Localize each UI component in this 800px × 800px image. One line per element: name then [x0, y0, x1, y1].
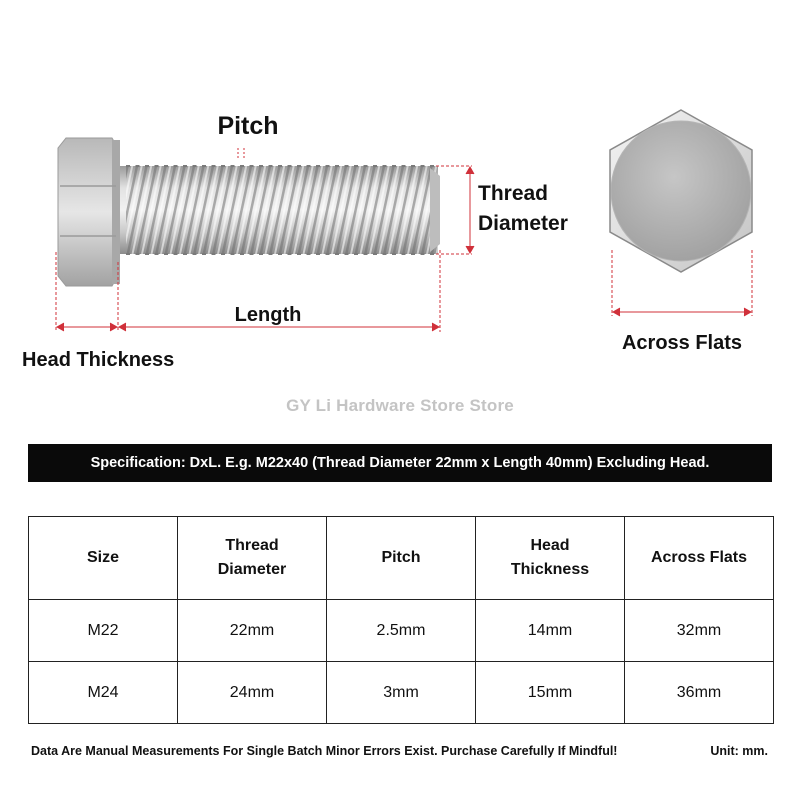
specification-text: Specification: DxL. E.g. M22x40 (Thread Diameter 22mm x Length 40mm) Excluding Head. [90, 455, 710, 471]
bolt-side-view [58, 138, 440, 286]
unit-text: Unit: mm. [710, 744, 768, 758]
length-label: Length [234, 304, 302, 326]
head-thickness-label: Head Thickness [22, 349, 175, 371]
header-pitch: Pitch [327, 517, 476, 600]
cell-head-thickness: 15mm [476, 662, 625, 724]
cell-size: M24 [29, 662, 178, 724]
disclaimer-text: Data Are Manual Measurements For Single Batch Minor Errors Exist. Purchase Carefully If Mindful! [31, 744, 618, 758]
length-arrow-left [119, 323, 126, 331]
thread-diameter-label-line1: Thread [478, 182, 549, 205]
cell-across-flats: 36mm [625, 662, 774, 724]
table-header-row [29, 517, 774, 600]
bolt-head-edge [112, 140, 120, 284]
cell-pitch: 2.5mm [327, 600, 476, 662]
header-head-thickness: Head Thickness [476, 517, 625, 600]
header-across-flats: Across Flats [625, 517, 774, 600]
size-spec-table [28, 516, 774, 724]
cell-thread-diameter: 24mm [178, 662, 327, 724]
pitch-marker [238, 148, 244, 160]
thread-diameter-label-line2: Diameter [478, 212, 568, 235]
footer-note [31, 744, 771, 758]
pitch-label: Pitch [217, 112, 279, 140]
cell-head-thickness: 14mm [476, 600, 625, 662]
bolt-tip [430, 168, 440, 252]
cell-across-flats: 32mm [625, 600, 774, 662]
cell-pitch: 3mm [327, 662, 476, 724]
across-flats-arrow-left [613, 308, 620, 316]
length-arrow-right [432, 323, 439, 331]
across-flats-arrow-right [744, 308, 751, 316]
table-row [29, 600, 774, 662]
head-thickness-arrow-left [57, 323, 64, 331]
table-row [29, 662, 774, 724]
head-thickness-arrow-right [110, 323, 117, 331]
across-flats-label: Across Flats [621, 332, 743, 354]
header-thread-diameter: Thread Diameter [178, 517, 327, 600]
hex-head-top-view [610, 110, 752, 272]
thread-diameter-arrow-top [466, 167, 474, 174]
specification-banner [28, 444, 772, 482]
bolt-head [58, 138, 118, 286]
cell-thread-diameter: 22mm [178, 600, 327, 662]
store-watermark: GY Li Hardware Store Store [286, 396, 514, 415]
cell-size: M22 [29, 600, 178, 662]
thread-diameter-arrow-bottom [466, 246, 474, 253]
header-size: Size [29, 517, 178, 600]
bolt-threads [126, 166, 438, 254]
hex-face [611, 121, 751, 261]
